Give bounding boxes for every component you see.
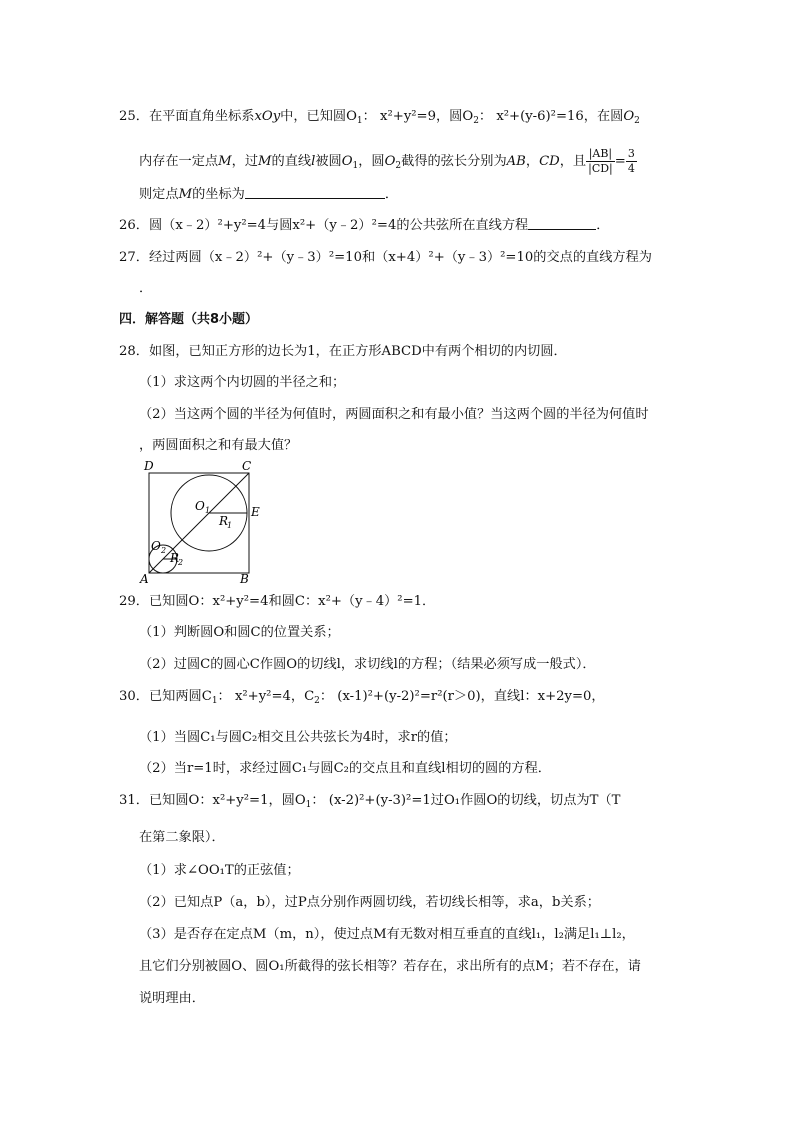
- q27-line1: 27．经过两圆（x﹣2）²+（y﹣3）²=10和（x+4）²+（y﹣3）²=10的交点的直线方程为: [119, 250, 652, 265]
- q29-part2: （2）过圆C的圆心C作圆O的切线l，求切线l的方程；（结果必须写成一般式）．: [139, 657, 596, 672]
- q28-line: 28．如图，已知正方形的边长为1，在正方形ABCD中有两个相切的内切圆．: [119, 344, 567, 359]
- q31-line1: 31．已知圆O：x²+y²=1，圆$O_1$： (x-2)²+(y-3)²=1过O₁作圆O的切线，切点为T（T: [119, 793, 621, 810]
- q25-line1: 25．在平面直角坐标系xOy中，已知圆$O_1$： x²+y²=9，圆$O_2$： x²+(y-6)²=16，在圆$O_2$: [119, 109, 640, 126]
- q28-part1: （1）求这两个内切圆的半径之和；: [139, 375, 346, 390]
- q31-part3-cont: 且它们分别被圆O、圆O₁所截得的弦长相等？若存在，求出所有的点M；若不存在，请: [139, 959, 641, 974]
- value-fraction: $\frac{3}{4}$: [627, 147, 635, 175]
- q27-line2: ．: [139, 281, 153, 296]
- label-b: B: [240, 572, 249, 586]
- label-o1-sub: 1: [205, 506, 211, 515]
- label-c: C: [242, 459, 252, 473]
- q30-line: 30．已知两圆$C_1$： x²+y²=4，$C_2$： (x-1)²+(y-2)²=r²(r＞0)，直线l：x+2y=0，: [119, 689, 605, 706]
- q28-part2: （2）当这两个圆的半径为何值时，两圆面积之和有最小值？当这两个圆的半径为何值时: [139, 407, 649, 422]
- q26-line: 26．圆（x﹣2）²+y²=4与圆x²+（y﹣2）²=4的公共弦所在直线方程 ．: [119, 218, 610, 233]
- label-o2: O: [151, 539, 161, 553]
- q29-part1: （1）判断圆O和圆C的位置关系；: [139, 625, 340, 640]
- label-o1: O: [195, 499, 205, 513]
- q28-part2-cont: ，两圆面积之和有最大值？: [139, 438, 298, 453]
- q31-part2: （2）已知点P（a，b），过P点分别作两圆切线，若切线长相等，求a，b关系；: [139, 895, 600, 910]
- label-r1-sub: 1: [227, 521, 233, 530]
- section-heading: 四．解答题（共8小题）: [119, 312, 259, 327]
- q31-part3-end: 说明理由．: [139, 991, 205, 1006]
- label-o2-sub: 2: [161, 546, 167, 555]
- q31-line2: 在第二象限）．: [139, 830, 225, 845]
- label-d: D: [144, 459, 154, 473]
- q30-part1: （1）当圆C₁与圆C₂相交且公共弦长为4时，求r的值；: [139, 730, 457, 745]
- q30-part2: （2）当r=1时，求经过圆C₁与圆C₂的交点且和直线l相切的圆的方程．: [139, 761, 551, 776]
- answer-blank[interactable]: [245, 186, 385, 199]
- label-r2-sub: 2: [178, 558, 184, 567]
- q25-line3: 则定点M的坐标为 ．: [139, 187, 399, 202]
- q25-line2: 内存在一定点M，过M的直线l被圆$O_1$，圆$O_2$截得的弦长分别为AB，CD，且 $\frac{|AB|}{|CD|}$ = $\frac{3}{4}$: [139, 147, 635, 175]
- diagonal-ac: [149, 473, 249, 573]
- square-circles-figure: [138, 456, 268, 586]
- label-r1: R: [219, 514, 229, 528]
- label-r2: R: [170, 551, 180, 565]
- q29-line: 29．已知圆O：x²+y²=4和圆C：x²+（y﹣4）²=1．: [119, 594, 436, 609]
- q31-part3: （3）是否存在定点M（m，n），使过点M有无数对相互垂直的直线l₁，l₂满足l₁⊥l₂，: [139, 927, 635, 942]
- q31-part1: （1）求∠OO₁T的正弦值；: [139, 863, 300, 878]
- answer-blank[interactable]: [528, 217, 596, 230]
- ratio-fraction: $\frac{|AB|}{|CD|}$: [588, 147, 613, 175]
- label-a: A: [140, 572, 149, 586]
- label-e: E: [251, 505, 260, 519]
